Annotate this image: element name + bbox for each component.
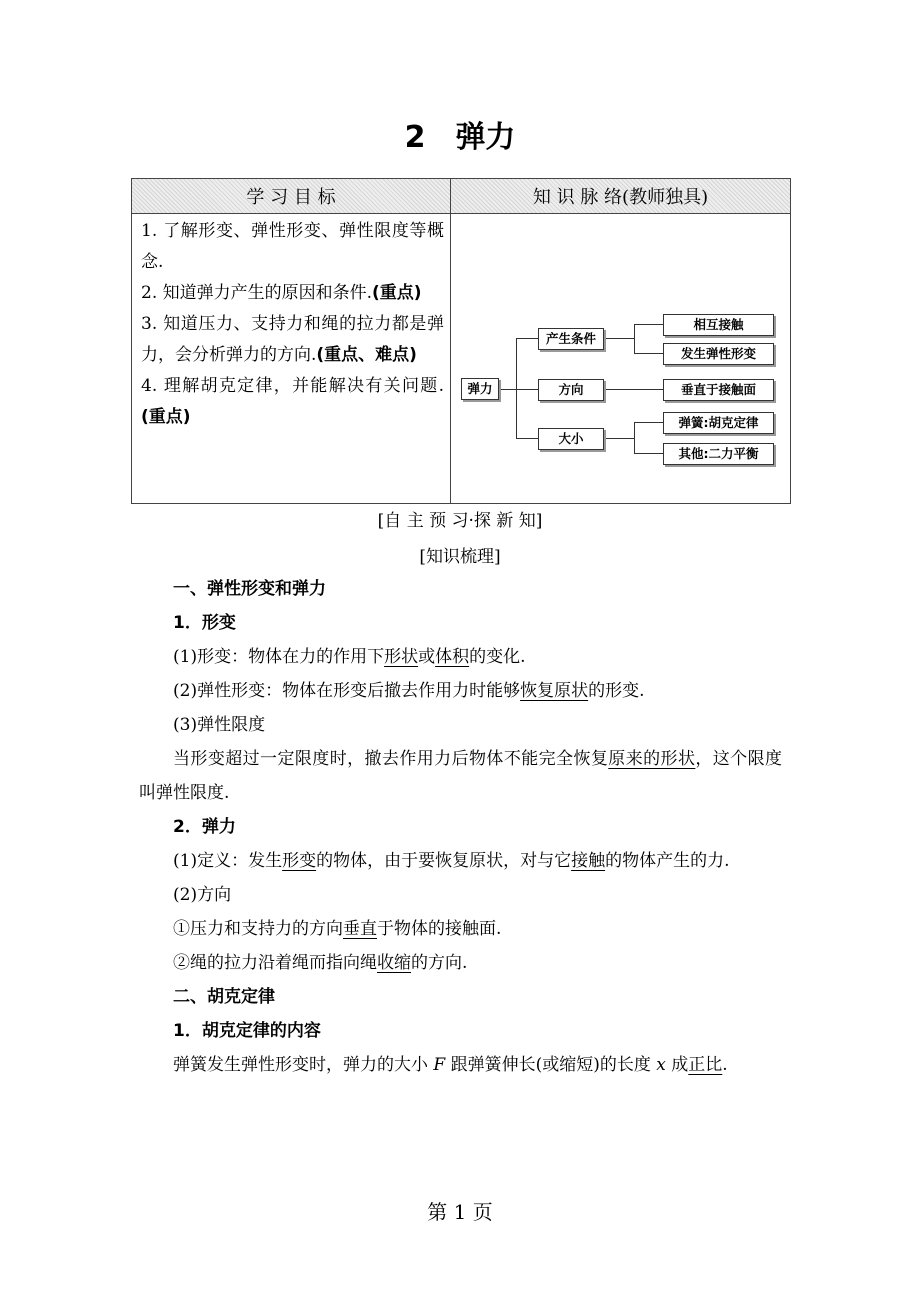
diagram-branch: 大小 <box>538 428 604 450</box>
heading-hookes-law: 二、胡克定律 <box>173 987 275 1007</box>
header-learning-goals: 学 习 目 标 <box>132 179 451 214</box>
sub-heading: [知识梳理] <box>419 547 501 567</box>
paragraph: 弹簧发生弹性形变时，弹力的大小 F 跟弹簧伸长(或缩短)的长度 x 成正比. <box>173 1055 728 1075</box>
section-heading: [自 主 预 习·探 新 知] <box>377 511 543 531</box>
paragraph: ②绳的拉力沿着绳而指向绳收缩的方向. <box>173 953 468 973</box>
content-body <box>139 572 782 1082</box>
objectives-table <box>131 178 791 504</box>
diagram-leaf: 弹簧:胡克定律 <box>663 412 774 434</box>
subheading-elastic-force: 2．弹力 <box>173 817 236 837</box>
title-text: 弹力 <box>455 120 516 155</box>
diagram-leaf: 发生弹性形变 <box>663 343 774 365</box>
paragraph: (1)形变：物体在力的作用下形状或体积的变化. <box>173 647 526 667</box>
knowledge-diagram <box>451 214 791 504</box>
diagram-leaf: 其他:二力平衡 <box>663 443 774 465</box>
diagram-root: 弹力 <box>461 378 499 400</box>
subheading-hookes-law-content: 1．胡克定律的内容 <box>173 1021 321 1041</box>
paragraph: (2)弹性形变：物体在形变后撤去作用力时能够恢复原状的形变. <box>173 681 645 701</box>
subheading-deformation: 1．形变 <box>173 613 236 633</box>
paragraph: ①压力和支持力的方向垂直于物体的接触面. <box>173 919 502 939</box>
goal-item: 4. 理解胡克定律，并能解决有关问题.(重点) <box>141 376 444 427</box>
paragraph: (3)弹性限度 <box>173 715 266 735</box>
header-knowledge-map: 知 识 脉 络(教师独具) <box>451 179 791 214</box>
diagram-branch: 产生条件 <box>538 328 604 350</box>
paragraph: 当形变超过一定限度时，撤去作用力后物体不能完全恢复原来的形状，这个限度叫弹性限度. <box>139 749 783 803</box>
goal-item: 1. 了解形变、弹性形变、弹性限度等概念. <box>141 221 444 272</box>
paragraph: (2)方向 <box>173 885 232 905</box>
diagram-leaf: 相互接触 <box>663 314 774 336</box>
diagram-branch: 方向 <box>538 379 604 401</box>
page-number: 第 1 页 <box>427 1200 493 1224</box>
title-number: 2 <box>404 120 426 155</box>
paragraph: (1)定义：发生形变的物体，由于要恢复原状，对与它接触的物体产生的力. <box>173 851 730 871</box>
page-title <box>0 112 920 156</box>
goal-item: 3. 知道压力、支持力和绳的拉力都是弹力，会分析弹力的方向.(重点、难点) <box>141 314 444 365</box>
goals-cell <box>132 214 451 504</box>
diagram-leaf: 垂直于接触面 <box>663 379 774 401</box>
goal-item: 2. 知道弹力产生的原因和条件.(重点) <box>141 283 422 303</box>
heading-elastic-deformation: 一、弹性形变和弹力 <box>173 579 326 599</box>
